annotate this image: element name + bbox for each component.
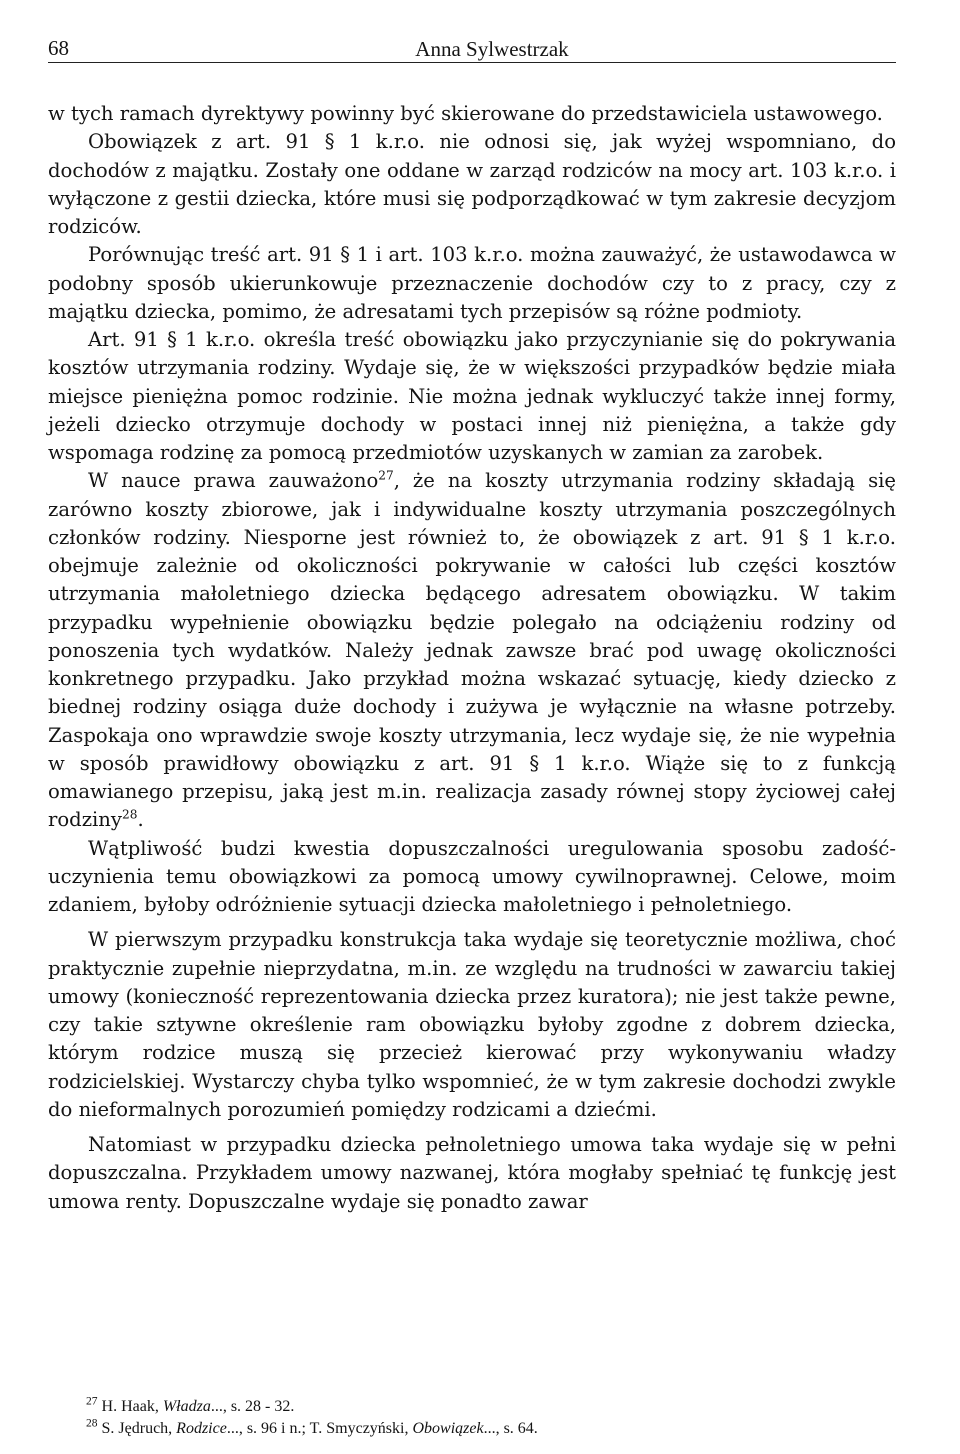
running-header-author: Anna Sylwestrzak	[415, 37, 569, 61]
footnote-text: S. Jędruch,	[101, 1420, 177, 1437]
footnote-text: ..., s. 96 i n.; T. Smyczyński,	[226, 1420, 413, 1437]
footnote-text: ..., s. 64.	[483, 1420, 538, 1437]
page-number: 68	[48, 36, 69, 60]
paragraph-4: Art. 91 § 1 k.r.o. określa treść obowiązku jako przyczynianie się do pokrywania kosztów utrzymania rodziny. Wydaje się, że w większości przypadków będzie miała miejsce pieniężna pomoc rodzinie. Nie można jednak wykluczyć także innej formy, jeżeli dziecko otrzymuje dochody w postaci innej niż pieniężna, a także gdy wspomaga rodzinę za pomocą przedmiotów uzyskanych w zamian za zarobek.	[48, 328, 896, 464]
footnote-title: Rodzice	[176, 1420, 227, 1437]
footnote-number: 28	[86, 1417, 98, 1430]
footnote-text: H. Haak,	[101, 1398, 163, 1415]
paragraph-5-text-c: .	[137, 808, 144, 832]
paragraph-3: Porównując treść art. 91 § 1 i art. 103 k.r.o. można zauważyć, że ustawodawca w podobny sposób ukierunkowuje przeznaczenie dochodów czy to z pracy, czy z majątku dziecka, pomimo, że adresatami tych przepisów są różne podmioty.	[48, 243, 896, 323]
body-text	[48, 100, 896, 1216]
footnote-ref-27[interactable]: 27	[378, 468, 394, 483]
footnote-ref-28[interactable]: 28	[121, 807, 138, 822]
footnote-title: Władza	[162, 1398, 211, 1415]
footnote-number: 27	[86, 1395, 98, 1408]
paragraph-2: Obowiązek z art. 91 § 1 k.r.o. nie odnosi się, jak wyżej wspomniano, do dochodów z majątku. Zostały one oddane w zarząd rodziców na mocy art. 103 k.r.o. i wyłączone z gestii dziecka, które musi się podporządkować w tym zakresie decyzjom rodziców.	[48, 130, 896, 238]
paragraph-5-text-a: W nauce prawa zauważono	[88, 469, 379, 493]
paragraph-8: Natomiast w przypadku dziecka pełnoletniego umowa taka wydaje się w pełni dopuszczalna. Przykładem umowy nazwanej, która mogłaby spełniać tę funkcję jest umowa renty. Dopuszczalne wydaje się ponadto zawar	[48, 1133, 896, 1213]
paragraph-7: W pierwszym przypadku konstrukcja taka wydaje się teoretycznie możliwa, choć praktycznie zupełnie nieprzydatna, m.in. ze względu na trudności w zawarciu takiej umowy (konieczność reprezentowania dziecka przez kuratora); nie jest także pewne, czy takie sztywne określenie ram obowiązku byłoby zgodne z dobrem dziecka, którym rodzice muszą się przecież kierować przy wykonywaniu władzy rodzicielskiej. Wystarczy chyba tylko wspomnieć, że w tym zakresie dochodzi zwykle do nieformalnych porozumień pomiędzy rodzicami a dziećmi.	[48, 928, 896, 1121]
paragraph-5-text-b: , że na koszty utrzymania rodziny składają się zarówno koszty zbiorowe, jak i indywidualne koszty utrzymania poszczególnych członków rodziny. Niesporne jest również to, że obowiązek z art. 91 § 1 k.r.o. obejmuje zależnie od okoliczności pokrywanie w całości lub części kosztów utrzymania małoletniego dziecka będącego adresatem obowiązku. W takim przypadku wypełnienie obowiązku będzie polegało na odciążeniu rodziny od ponoszenia tych wydatków. Należy jednak zawsze brać pod uwagę okoliczności konkretnego przypadku. Jako przykład można wskazać sytuację, kiedy dziecko z biednej rodziny osiąga duże dochody i zużywa je wyłącznie na własne potrzeby. Zaspokaja ono wprawdzie swoje koszty utrzymania, lecz wydaje się, że nie wypełnia w sposób prawidłowy obowiązku z art. 91 § 1 k.r.o. Wiąże się to z funkcją omawianego przepisu, jaką jest m.in. realizacja zasady równej stopy życiowej całej rodziny	[48, 469, 896, 832]
footnotes	[48, 1396, 896, 1440]
footnote-title: Obowiązek	[412, 1420, 484, 1437]
paragraph-6: Wątpliwość budzi kwestia dopuszczalności uregulowania sposobu zadośćuczynienia temu obowiązkowi za pomocą umowy cywilnoprawnej. Celowe, moim zdaniem, byłoby odróżnienie sytuacji dziecka małoletniego i pełnoletniego.	[48, 836, 896, 916]
running-header	[48, 36, 896, 63]
paragraph-5	[48, 467, 896, 834]
footnote-28	[48, 1418, 896, 1440]
footnote-27	[48, 1396, 896, 1418]
footnote-text: ..., s. 28 - 32.	[210, 1398, 295, 1415]
paragraph-1: w tych ramach dyrektywy powinny być skierowane do przedstawiciela ustawowego.	[48, 102, 883, 125]
